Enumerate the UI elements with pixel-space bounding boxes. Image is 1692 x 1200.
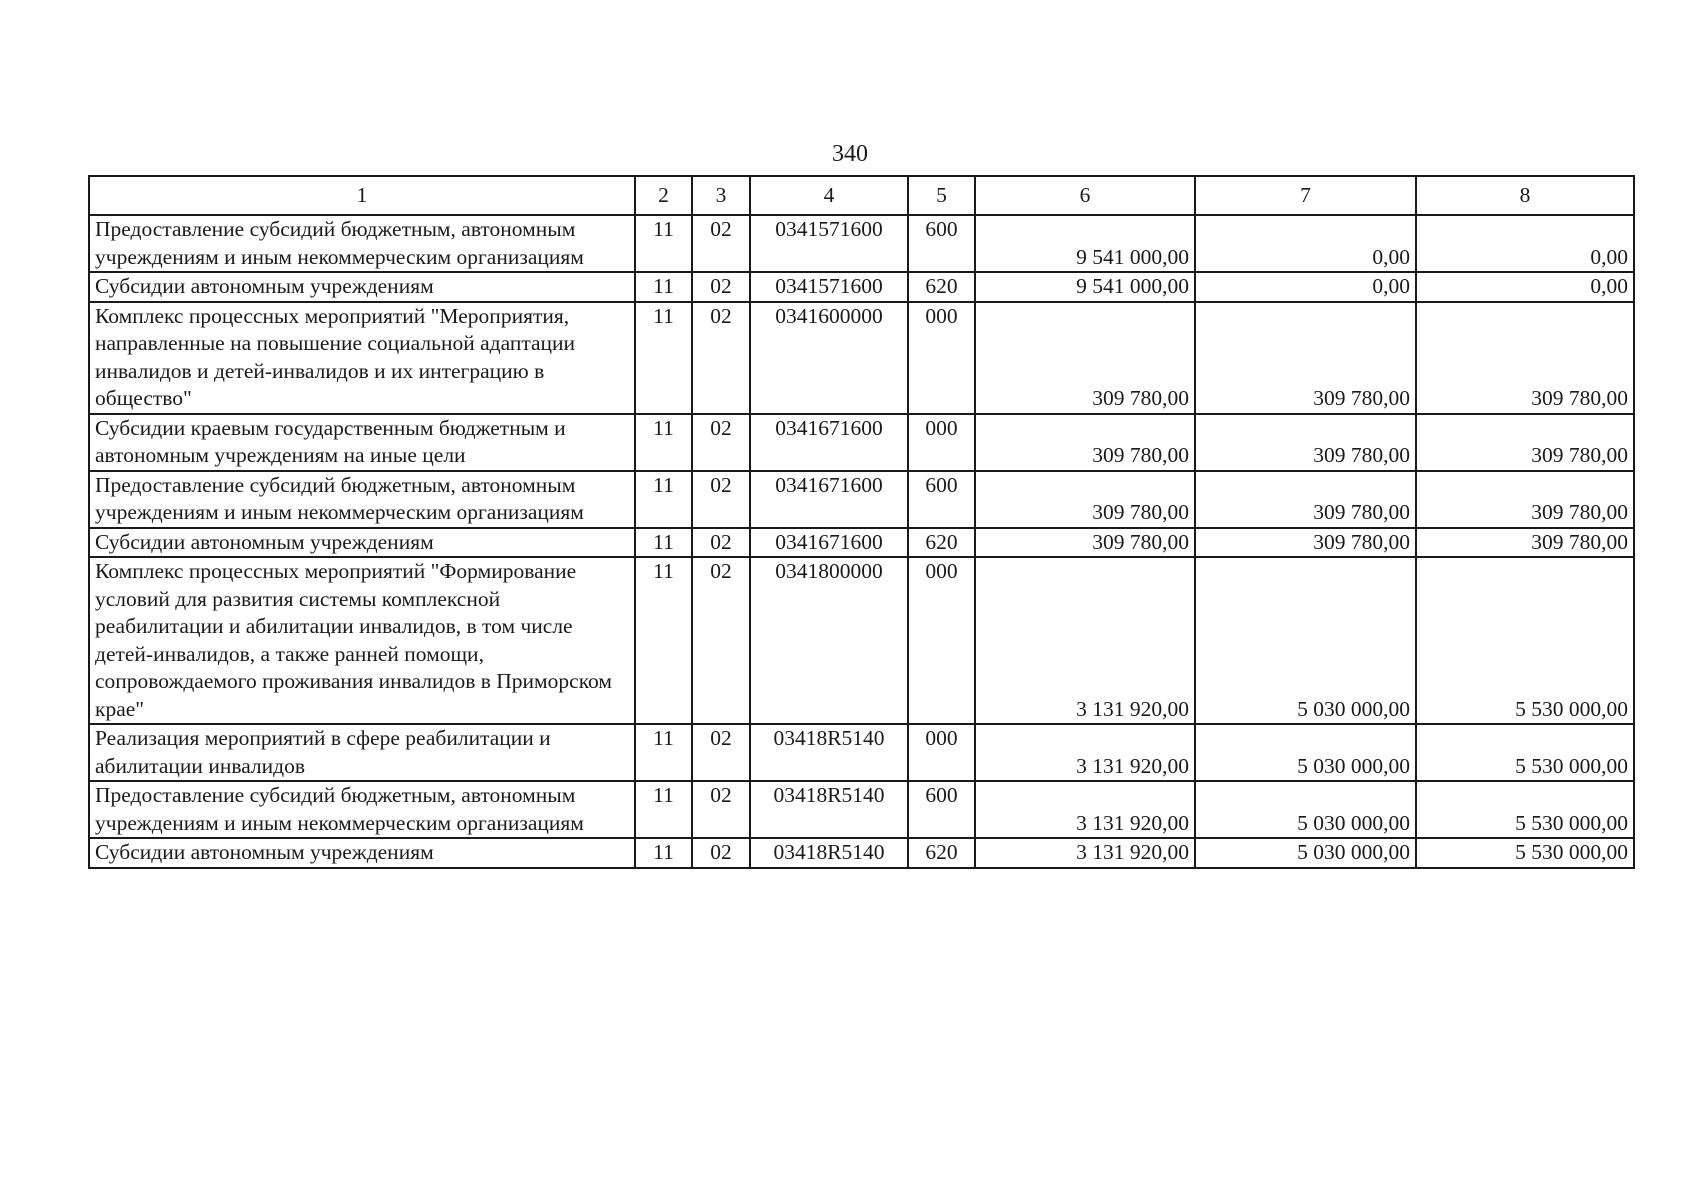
table-header [89,176,1634,215]
amount-col-7: 5 030 000,00 [1195,838,1416,868]
table-row [89,528,1634,558]
amount-col-7: 309 780,00 [1195,302,1416,414]
amount-col-6: 9 541 000,00 [975,215,1195,272]
amount-col-8: 0,00 [1416,272,1634,302]
table-body [89,215,1634,868]
target-article-code: 0341571600 [750,215,908,272]
table-row [89,215,1634,272]
expense-type-code: 620 [908,528,975,558]
subsection-code: 02 [692,272,750,302]
table-row [89,557,1634,724]
expense-type-code: 000 [908,302,975,414]
table-row [89,471,1634,528]
section-code: 11 [635,414,692,471]
expense-type-code: 600 [908,215,975,272]
amount-col-7: 5 030 000,00 [1195,557,1416,724]
amount-col-7: 309 780,00 [1195,471,1416,528]
amount-col-7: 309 780,00 [1195,528,1416,558]
subsection-code: 02 [692,528,750,558]
expense-type-code: 620 [908,838,975,868]
subsection-code: 02 [692,215,750,272]
row-description: Субсидии автономным учреждениям [89,272,635,302]
row-description: Предоставление субсидий бюджетным, автономным учреждениям и иным некоммерческим организациям [89,781,635,838]
table-row [89,272,1634,302]
row-description: Комплекс процессных мероприятий "Формирование условий для развития системы комплексной реабилитации и абилитации инвалидов, в том числе детей-инвалидов, а также ранней помощи, сопровождаемого проживания инвалидов в Приморском крае" [89,557,635,724]
target-article-code: 03418R5140 [750,781,908,838]
amount-col-8: 5 530 000,00 [1416,781,1634,838]
amount-col-6: 3 131 920,00 [975,557,1195,724]
header-row [89,176,1634,215]
section-code: 11 [635,471,692,528]
table-row [89,302,1634,414]
section-code: 11 [635,557,692,724]
expense-type-code: 000 [908,557,975,724]
amount-col-6: 3 131 920,00 [975,838,1195,868]
section-code: 11 [635,838,692,868]
target-article-code: 0341671600 [750,528,908,558]
section-code: 11 [635,724,692,781]
table-row [89,781,1634,838]
amount-col-7: 5 030 000,00 [1195,724,1416,781]
column-header: 2 [635,176,692,215]
amount-col-6: 9 541 000,00 [975,272,1195,302]
column-header: 5 [908,176,975,215]
section-code: 11 [635,272,692,302]
target-article-code: 0341671600 [750,471,908,528]
amount-col-8: 309 780,00 [1416,528,1634,558]
subsection-code: 02 [692,414,750,471]
amount-col-8: 309 780,00 [1416,471,1634,528]
subsection-code: 02 [692,838,750,868]
row-description: Субсидии автономным учреждениям [89,838,635,868]
expense-type-code: 620 [908,272,975,302]
amount-col-6: 3 131 920,00 [975,781,1195,838]
amount-col-6: 309 780,00 [975,528,1195,558]
row-description: Предоставление субсидий бюджетным, автономным учреждениям и иным некоммерческим организациям [89,471,635,528]
page-number: 340 [832,141,868,167]
table-row [89,724,1634,781]
budget-table [88,175,1635,869]
subsection-code: 02 [692,557,750,724]
column-header: 6 [975,176,1195,215]
amount-col-7: 0,00 [1195,215,1416,272]
table-row [89,414,1634,471]
row-description: Комплекс процессных мероприятий "Мероприятия, направленные на повышение социальной адаптации инвалидов и детей-инвалидов и их интеграцию в общество" [89,302,635,414]
column-header: 8 [1416,176,1634,215]
row-description: Субсидии краевым государственным бюджетным и автономным учреждениям на иные цели [89,414,635,471]
expense-type-code: 000 [908,724,975,781]
subsection-code: 02 [692,302,750,414]
subsection-code: 02 [692,471,750,528]
amount-col-7: 5 030 000,00 [1195,781,1416,838]
section-code: 11 [635,215,692,272]
row-description: Предоставление субсидий бюджетным, автономным учреждениям и иным некоммерческим организациям [89,215,635,272]
column-header: 4 [750,176,908,215]
amount-col-8: 5 530 000,00 [1416,724,1634,781]
amount-col-6: 3 131 920,00 [975,724,1195,781]
section-code: 11 [635,528,692,558]
amount-col-6: 309 780,00 [975,471,1195,528]
amount-col-8: 309 780,00 [1416,302,1634,414]
column-header: 7 [1195,176,1416,215]
table-row [89,838,1634,868]
amount-col-8: 309 780,00 [1416,414,1634,471]
expense-type-code: 600 [908,781,975,838]
amount-col-6: 309 780,00 [975,414,1195,471]
amount-col-8: 0,00 [1416,215,1634,272]
amount-col-7: 0,00 [1195,272,1416,302]
subsection-code: 02 [692,724,750,781]
row-description: Реализация мероприятий в сфере реабилитации и абилитации инвалидов [89,724,635,781]
target-article-code: 0341600000 [750,302,908,414]
target-article-code: 0341800000 [750,557,908,724]
amount-col-8: 5 530 000,00 [1416,838,1634,868]
row-description: Субсидии автономным учреждениям [89,528,635,558]
section-code: 11 [635,781,692,838]
expense-type-code: 000 [908,414,975,471]
target-article-code: 03418R5140 [750,838,908,868]
subsection-code: 02 [692,781,750,838]
target-article-code: 0341571600 [750,272,908,302]
amount-col-7: 309 780,00 [1195,414,1416,471]
amount-col-8: 5 530 000,00 [1416,557,1634,724]
section-code: 11 [635,302,692,414]
target-article-code: 03418R5140 [750,724,908,781]
target-article-code: 0341671600 [750,414,908,471]
column-header: 3 [692,176,750,215]
amount-col-6: 309 780,00 [975,302,1195,414]
expense-type-code: 600 [908,471,975,528]
column-header: 1 [89,176,635,215]
